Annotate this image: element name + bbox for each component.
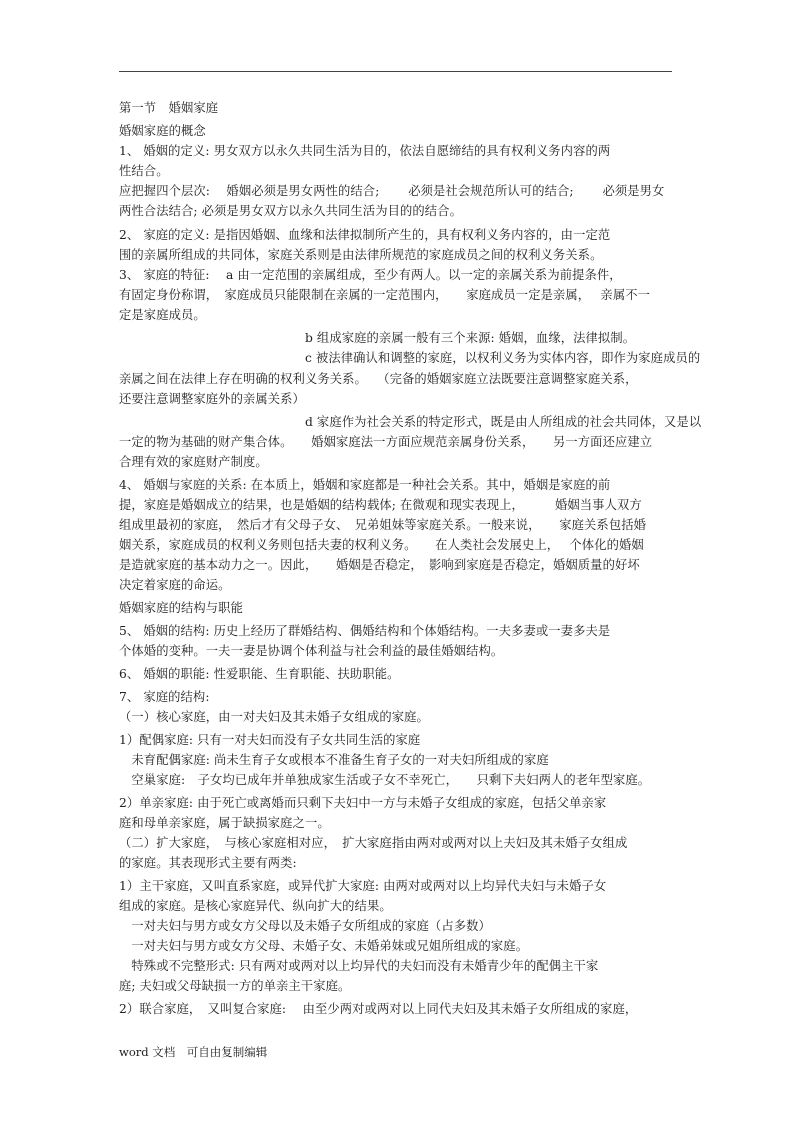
text-line: 1）配偶家庭: 只有一对夫妇而没有子女共同生活的家庭 xyxy=(119,733,421,747)
text-line: 围的亲属所组成的共同体，家庭关系则是由法律所规范的家庭成员之间的权利义务关系。 xyxy=(119,248,603,262)
text-line: 一对夫妇与男方或女方父母以及未婚子女所组成的家庭（占多数） xyxy=(119,919,491,933)
text-line: 还要注意调整家庭外的亲属关系） xyxy=(119,392,305,406)
text-line: （一）核心家庭，由一对夫妇及其未婚子女组成的家庭。 xyxy=(119,710,429,724)
text-line: c 被法律确认和调整的家庭，以权利义务为实体内容，即作为家庭成员的 xyxy=(119,351,701,365)
text-line: 组成里最初的家庭， 然后才有父母子女、 兄弟姐妹等家庭关系。一般来说， 家庭关系包括婚 xyxy=(119,518,647,532)
text-line: 未育配偶家庭: 尚未生育子女或根本不准备生育子女的一对夫妇所组成的家庭 xyxy=(119,753,549,767)
text-line: 定是家庭成员。 xyxy=(119,308,206,322)
text-line: 姻关系，家庭成员的权利义务则包括夫妻的权利义务。 在人类社会发展史上， 个体化的婚姻 xyxy=(119,538,644,552)
text-line: 3、 家庭的特征: a 由一定范围的亲属组成，至少有两人。以一定的亲属关系为前提条件， xyxy=(119,268,622,282)
text-line: 决定着家庭的命运。 xyxy=(119,578,231,592)
text-line: 特殊或不完整形式: 只有两对或两对以上均异代的夫妇而没有未婚青少年的配偶主干家 xyxy=(119,959,599,973)
text-line: 7、 家庭的结构: xyxy=(119,690,210,704)
text-line: 2、 家庭的定义: 是指因婚姻、血缘和法律拟制所产生的，具有权利义务内容的，由一定范 xyxy=(119,228,611,242)
text-line: 个体婚的变种。一夫一妻是协调个体利益与社会利益的最佳婚姻结构。 xyxy=(119,644,504,658)
text-line: 是造就家庭的基本动力之一。因此， 婚姻是否稳定， 影响到家庭是否稳定，婚姻质量的好坏 xyxy=(119,558,640,572)
text-line: 5、 婚姻的结构: 历史上经历了群婚结构、偶婚结构和个体婚结构。一夫多妻或一妻多夫是 xyxy=(119,624,611,638)
text-line: 空巢家庭: 子女均已成年并单独成家生活或子女不幸死亡， 只剩下夫妇两人的老年型家庭。 xyxy=(119,773,651,787)
text-line: 两性合法结合; 必须是男女双方以永久共同生活为目的的结合。 xyxy=(119,204,462,218)
text-line: d 家庭作为社会关系的特定形式，既是由人所组成的社会共同体，又是以 xyxy=(119,415,702,429)
text-line: 第一节 婚姻家庭 xyxy=(119,101,219,115)
text-line: 婚姻家庭的结构与职能 xyxy=(119,601,243,615)
text-line: 有固定身份称谓， 家庭成员只能限制在亲属的一定范围内， 家庭成员一定是亲属， 亲属不一 xyxy=(119,288,651,302)
text-line: 一对夫妇与男方或女方父母、未婚子女、未婚弟妹或兄姐所组成的家庭。 xyxy=(119,939,529,953)
header-rule xyxy=(119,71,672,72)
text-line: 庭和母单亲家庭，属于缺损家庭之一。 xyxy=(119,816,330,830)
text-line: 婚姻家庭的概念 xyxy=(119,124,206,138)
text-line: 6、 婚姻的职能: 性爱职能、生育职能、扶助职能。 xyxy=(119,667,400,681)
text-line: 提，家庭是婚姻成立的结果，也是婚姻的结构载体; 在微观和现实表现上， 婚姻当事人双方 xyxy=(119,498,642,512)
text-line: 亲属之间在法律上存在明确的权利义务关系。 （完备的婚姻家庭立法既要注意调整家庭关系， xyxy=(119,372,638,386)
text-line: b 组成家庭的亲属一般有三个来源: 婚姻，血缘，法律拟制。 xyxy=(119,331,636,345)
page-footer: word 文档 可自由复制编辑 xyxy=(119,1045,268,1059)
text-line: 庭; 夫妇或父母缺损一方的单亲主干家庭。 xyxy=(119,979,351,993)
text-line: 的家庭。其表现形式主要有两类: xyxy=(119,856,297,870)
text-line: 2）联合家庭， 又叫复合家庭: 由至少两对或两对以上同代夫妇及其未婚子女所组成的家庭， xyxy=(119,1002,638,1016)
text-line: 组成的家庭。是核心家庭异代、纵向扩大的结果。 xyxy=(119,899,392,913)
text-line: 2）单亲家庭: 由于死亡或离婚而只剩下夫妇中一方与未婚子女组成的家庭，包括父单亲家 xyxy=(119,796,607,810)
text-line: 合理有效的家庭财产制度。 xyxy=(119,455,268,469)
text-line: 4、 婚姻与家庭的关系: 在本质上，婚姻和家庭都是一种社会关系。其中，婚姻是家庭的前 xyxy=(119,478,611,492)
text-line: 一定的物为基础的财产集合体。 婚姻家庭法一方面应规范亲属身份关系， 另一方面还应建立 xyxy=(119,435,653,449)
text-line: 1）主干家庭，又叫直系家庭，或异代扩大家庭: 由两对或两对以上均异代夫妇与未婚子女 xyxy=(119,879,607,893)
text-line: （二）扩大家庭， 与核心家庭相对应， 扩大家庭指由两对或两对以上夫妇及其未婚子女组成 xyxy=(119,836,628,850)
text-line: 性结合。 xyxy=(119,164,169,178)
text-line: 应把握四个层次: 婚姻必须是男女两性的结合; 必须是社会规范所认可的结合; 必须是男女 xyxy=(119,184,665,198)
text-line: 1、 婚姻的定义: 男女双方以永久共同生活为目的，依法自愿缔结的具有权利义务内容的两 xyxy=(119,144,611,158)
